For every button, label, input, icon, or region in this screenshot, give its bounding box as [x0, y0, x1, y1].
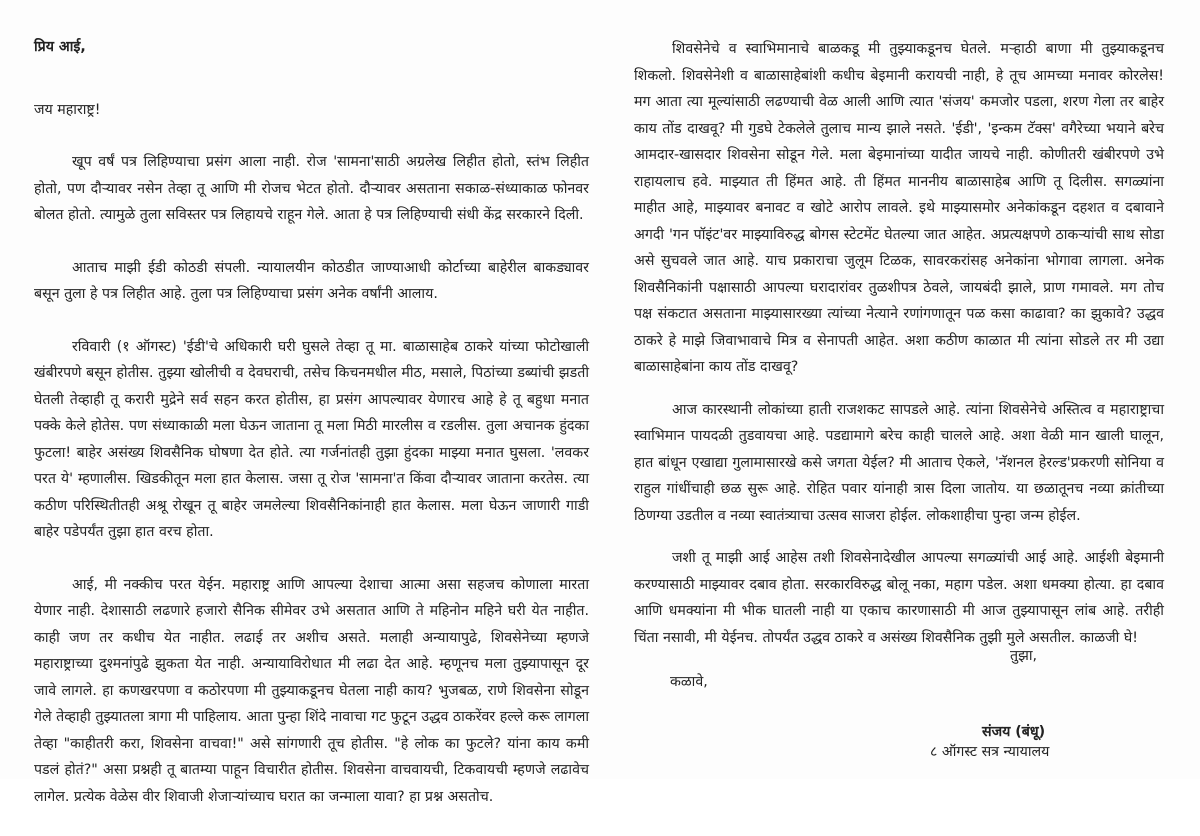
letter-left-column: [34, 34, 589, 836]
signature-place: ८ ऑगस्ट सत्र न्यायालय: [930, 744, 1050, 760]
letter-paragraph: रविवारी (१ ऑगस्ट) 'ईडी'चे अधिकारी घरी घुसले तेव्हा तू मा. बाळासाहेब ठाकरे यांच्या फोटोखाली खंबीरपणे बसून होतीस. तुझ्या खोलीची व देवघराची, तसेच किचनमधील मीठ, मसाले, पिठांच्या डब्यांची झडती घेतली तेव्हाही तू करारी मुद्रेने सर्व सहन करत होतीस, हा प्रसंग आपल्यावर येणारच आहे हे तू बहुधा मनात पक्के केले होतेस. पण संध्याकाळी मला घेऊन जाताना तू मला मिठी मारलीस व रडलीस. तुला अचानक हुंदका फुटला! बाहेर असंख्य शिवसैनिक घोषणा देत होते. त्या गर्जनांतही तुझा हुंदका माझ्या मनात घुसला. 'लवकर परत ये' म्हणालीस. खिडकीतून मला हात केलास. जसा तू रोज 'सामना'त किंवा दौऱ्यावर जाताना करतेस. त्या कठीण परिस्थितीतही अश्रू रोखून तू बाहेर जमलेल्या शिवसैनिकांनाही हात केलास. मला घेऊन जाणारी गाडी बाहेर पडेपर्यंत तुझा हात वरच होता.: [34, 338, 589, 540]
letter-right-column: [634, 36, 1164, 696]
letter-salutation: प्रिय आई,: [34, 39, 86, 55]
signature-name: संजय (बंधू): [982, 724, 1046, 740]
letter-paragraph: खूप वर्षं पत्र लिहिण्याचा प्रसंग आला नाही. रोज 'सामना'साठी अग्रलेख लिहीत होतो, स्तंभ लिहीत होतो, पण दौऱ्यावर नसेन तेव्हा तू आणि मी रोजच भेटत होतो. दौऱ्यावर असताना सकाळ-संध्याकाळ फोनवर बोलत होतो. त्यामुळे तुला सविस्तर पत्र लिहायचे राहून गेले. आता हे पत्र लिहिण्याची संधी केंद्र सरकारने दिली.: [34, 154, 589, 223]
letter-paragraph: आताच माझी ईडी कोठडी संपली. न्यायालयीन कोठडीत जाण्याआधी कोर्टाच्या बाहेरील बाकड्यावर बसून तुला हे पत्र लिहीत आहे. तुला पत्र लिहिण्याचा प्रसंग अनेक वर्षांनी आलाय.: [34, 259, 589, 302]
letter-paragraph: जशी तू माझी आई आहेस तशी शिवसेनादेखील आपल्या सगळ्यांची आई आहे. आईशी बेइमानी करण्यासाठी माझ्यावर दबाव होता. सरकारविरुद्ध बोलू नका, महाग पडेल. अशा धमक्या होत्या. हा दबाव आणि धमक्यांना मी भीक घातली नाही या एकाच कारणासाठी मी आज तुझ्यापासून लांब आहे. तरीही चिंता नसावी, मी येईनच. तोपर्यंत उद्धव ठाकरे व असंख्य शिवसैनिक तुझी मुले असतील. काळजी घे!: [634, 550, 1164, 646]
letter-closing: कळावे,: [670, 674, 708, 690]
letter-yours: तुझा,: [1010, 648, 1037, 664]
letter-paragraph: आज कारस्थानी लोकांच्या हाती राजशकट सापडले आहे. त्यांना शिवसेनेचे अस्तित्व व महाराष्ट्राचा स्वाभिमान पायदळी तुडवायचा आहे. पडद्यामागे बरेच काही चालले आहे. अशा वेळी मान खाली घालून, हात बांधून एखाद्या गुलामासारखे कसे जगता येईल? मी आताच ऐकले, 'नॅशनल हेरल्ड'प्रकरणी सोनिया व राहुल गांधींचाही छळ सुरू आहे. रोहित पवार यांनाही त्रास दिला जातोय. या छळातूनच नव्या क्रांतीच्या ठिणग्या उडतील व नव्या स्वातंत्र्याचा उत्सव साजरा होईल. लोकशाहीचा पुन्हा जन्म होईल.: [634, 401, 1164, 524]
letter-paragraph: आई, मी नक्कीच परत येईन. महाराष्ट्र आणि आपल्या देशाचा आत्मा असा सहजच कोणाला मारता येणार नाही. देशासाठी लढणारे हजारो सैनिक सीमेवर उभे असतात आणि ते महिनोन महिने घरी येत नाहीत. काही जण तर कधीच येत नाहीत. लढाई तर अशीच असते. मलाही अन्यायापुढे, शिवसेनेच्या म्हणजे महाराष्ट्राच्या दुश्मनांपुढे झुकता येत नाही. अन्यायाविरोधात मी लढा देत आहे. म्हणूनच मला तुझ्यापासून दूर जावे लागले. हा कणखरपणा व कठोरपणा मी तुझ्याकडूनच घेतला नाही काय? भुजबळ, राणे शिवसेना सोडून गेले तेव्हाही तुझ्यातला त्रागा मी पाहिलाय. आता पुन्हा शिंदे नावाचा गट फुटून उद्धव ठाकरेंवर हल्ले करू लागला तेव्हा "काहीतरी करा, शिवसेना वाचवा!" असे सांगणारी तूच होतीस. "हे लोक का फुटले? यांना काय कमी पडलं होतं?" असा प्रश्नही तू बातम्या पाहून विचारीत होतीस. शिवसेना वाचवायची, टिकवायची म्हणजे लढावेच लागेल. प्रत्येक वेळेस वीर शिवाजी शेजाऱ्यांच्याच घरात का जन्माला यावा? हा प्रश्न असतोच.: [34, 576, 589, 805]
letter-greeting: जय महाराष्ट्र!: [34, 101, 101, 118]
letter-paragraph: शिवसेनेचे व स्वाभिमानाचे बाळकडू मी तुझ्याकडूनच घेतले. मऱ्हाठी बाणा मी तुझ्याकडूनच शिकलो. शिवसेनेशी व बाळासाहेबांशी कधीच बेइमानी करायची नाही, हे तूच आमच्या मनावर कोरलेस! मग आता त्या मूल्यांसाठी लढण्याची वेळ आली आणि त्यात 'संजय' कमजोर पडला, शरण गेला तर बाहेर काय तोंड दाखवू? मी गुडघे टेकलेले तुलाच मान्य झाले नसते. 'ईडी', 'इन्कम टॅक्स' वगैरेच्या भयाने बरेच आमदार-खासदार शिवसेना सोडून गेले. मला बेइमानांच्या यादीत जायचे नाही. कोणीतरी खंबीरपणे उभे राहायलाच हवे. माझ्यात ती हिंमत आहे. ती हिंमत माननीय बाळासाहेब आणि तू दिलीस. सगळ्यांना माहीत आहे, माझ्यावर बनावट व खोटे आरोप लावले. इथे माझ्यासमोर अनेकांकडून दहशत व दबावाने अगदी 'गन पॉइंट'वर माझ्याविरुद्ध बोगस स्टेटमेंट घेतल्या जात आहेत. अप्रत्यक्षपणे ठाकऱ्यांची साथ सोडा असे सुचवले जात आहे. याच प्रकाराचा जुलूम टिळक, सावरकरांसह अनेकांना भोगावा लागला. अनेक शिवसैनिकांनी पक्षासाठी आपल्या घरादारांवर तुळशीपत्र ठेवले, जायबंदी झाले, प्राण गमावले. मग तोच पक्ष संकटात असताना माझ्यासारख्या त्यांच्या नेत्याने रणांगणातून पळ कसा काढावा? का झुकावे? उद्धव ठाकरे हे माझे जिवाभावाचे मित्र व सेनापती आहेत. अशा कठीण काळात मी त्यांना सोडले तर मी उद्या बाळासाहेबांना काय तोंड दाखवू?: [634, 41, 1164, 375]
